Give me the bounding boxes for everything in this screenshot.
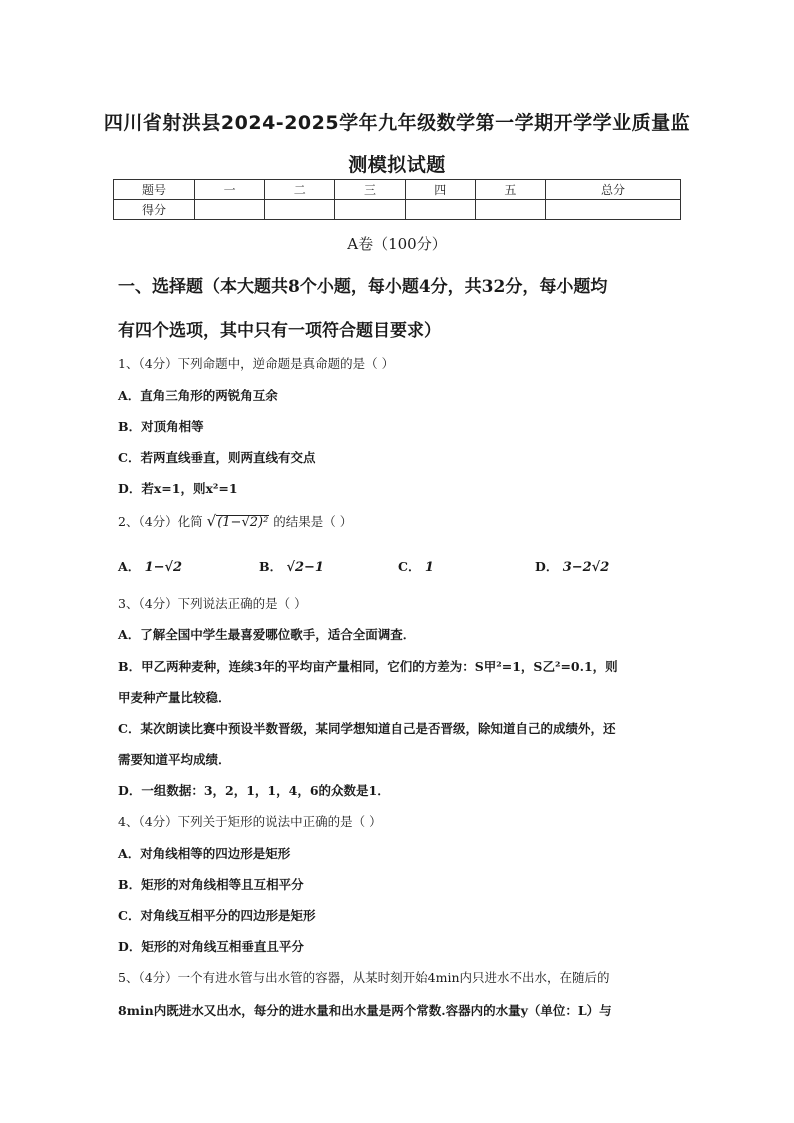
q2-option-b (259, 557, 324, 575)
q1-option-b: B．对顶角相等 (118, 419, 204, 434)
score-cell: 二 (265, 180, 335, 200)
q5-stem-line-1: 5、（4分）一个有进水管与出水管的容器，从某时刻开始4min内只进水不出水，在随后的 (118, 970, 610, 985)
score-input-cell[interactable] (475, 200, 545, 220)
section-heading-line-2: 有四个选项，其中只有一项符合题目要求） (118, 321, 441, 341)
q2-option-label: D． (535, 559, 559, 574)
q3-option-b-line-2: 甲麦种产量比较稳． (118, 690, 231, 705)
score-input-cell[interactable] (195, 200, 265, 220)
q2-option-math: 1 (424, 560, 434, 575)
q1-option-c: C．若两直线垂直，则两直线有交点 (118, 450, 316, 465)
sqrt-symbol: √ (206, 512, 217, 530)
q3-option-d: D．一组数据：3，2，1，1，4，6的众数是1． (118, 783, 390, 798)
score-table-header-row (114, 180, 681, 200)
q3-option-b-line-1: B．甲乙两种麦种，连续3年的平均亩产量相同，它们的方差为：S甲²=1，S乙²=0.1，则 (118, 659, 618, 674)
score-input-cell[interactable] (405, 200, 475, 220)
q3-option-a: A．了解全国中学生最喜爱哪位歌手，适合全面调查． (118, 627, 416, 642)
q1-option-d: D．若x=1，则x²=1 (118, 481, 238, 496)
q4-option-b: B．矩形的对角线相等且互相平分 (118, 877, 304, 892)
score-cell: 总分 (546, 180, 681, 200)
exam-title-line-2: 测模拟试题 (348, 154, 446, 176)
q2-option-math: 1−√2 (144, 560, 183, 575)
score-cell: 四 (405, 180, 475, 200)
q4-option-d: D．矩形的对角线互相垂直且平分 (118, 939, 304, 954)
q1-stem: 1、（4分）下列命题中，逆命题是真命题的是（ ） (118, 356, 395, 371)
q5-stem-line-2: 8min内既进水又出水，每分的进水量和出水量是两个常数.容器内的水量y（单位：L）与 (118, 1003, 612, 1018)
exam-title-line-1: 四川省射洪县2024-2025学年九年级数学第一学期开学学业质量监 (103, 112, 691, 134)
score-table (113, 179, 681, 220)
score-cell: 题号 (114, 180, 195, 200)
q4-option-c: C．对角线互相平分的四边形是矩形 (118, 908, 316, 923)
q2-stem-suffix: 的结果是（ ） (273, 514, 353, 529)
score-cell: 五 (475, 180, 545, 200)
score-input-cell[interactable] (265, 200, 335, 220)
score-cell: 一 (195, 180, 265, 200)
q4-stem: 4、（4分）下列关于矩形的说法中正确的是（ ） (118, 814, 382, 829)
score-input-cell[interactable] (546, 200, 681, 220)
q2-option-c (398, 557, 434, 575)
q2-radicand: (1−√2)² (217, 515, 269, 530)
q2-stem (118, 512, 698, 530)
score-cell: 三 (335, 180, 405, 200)
q2-stem-prefix: 2、（4分）化简 (118, 514, 203, 529)
section-heading-line-1: 一、选择题（本大题共8个小题，每小题4分，共32分，每小题均 (118, 277, 608, 297)
q2-option-math: 3−2√2 (562, 560, 610, 575)
score-cell: 得分 (114, 200, 195, 220)
q2-radical-expression (206, 512, 270, 530)
q2-option-label: C． (398, 559, 421, 574)
q2-option-math: √2−1 (286, 560, 324, 575)
score-table-score-row (114, 200, 681, 220)
q2-option-label: A． (118, 559, 141, 574)
q2-option-label: B． (259, 559, 283, 574)
score-input-cell[interactable] (335, 200, 405, 220)
q1-option-a: A．直角三角形的两锐角互余 (118, 388, 278, 403)
q2-option-a (118, 557, 182, 575)
q3-option-c-line-2: 需要知道平均成绩． (118, 752, 231, 767)
part-a-title: A卷（100分） (347, 235, 447, 253)
q3-stem: 3、（4分）下列说法正确的是（ ） (118, 596, 307, 611)
q3-option-c-line-1: C．某次朗读比赛中预设半数晋级，某同学想知道自己是否晋级，除知道自己的成绩外，还 (118, 721, 616, 736)
q2-option-d (535, 557, 609, 575)
q4-option-a: A．对角线相等的四边形是矩形 (118, 846, 291, 861)
